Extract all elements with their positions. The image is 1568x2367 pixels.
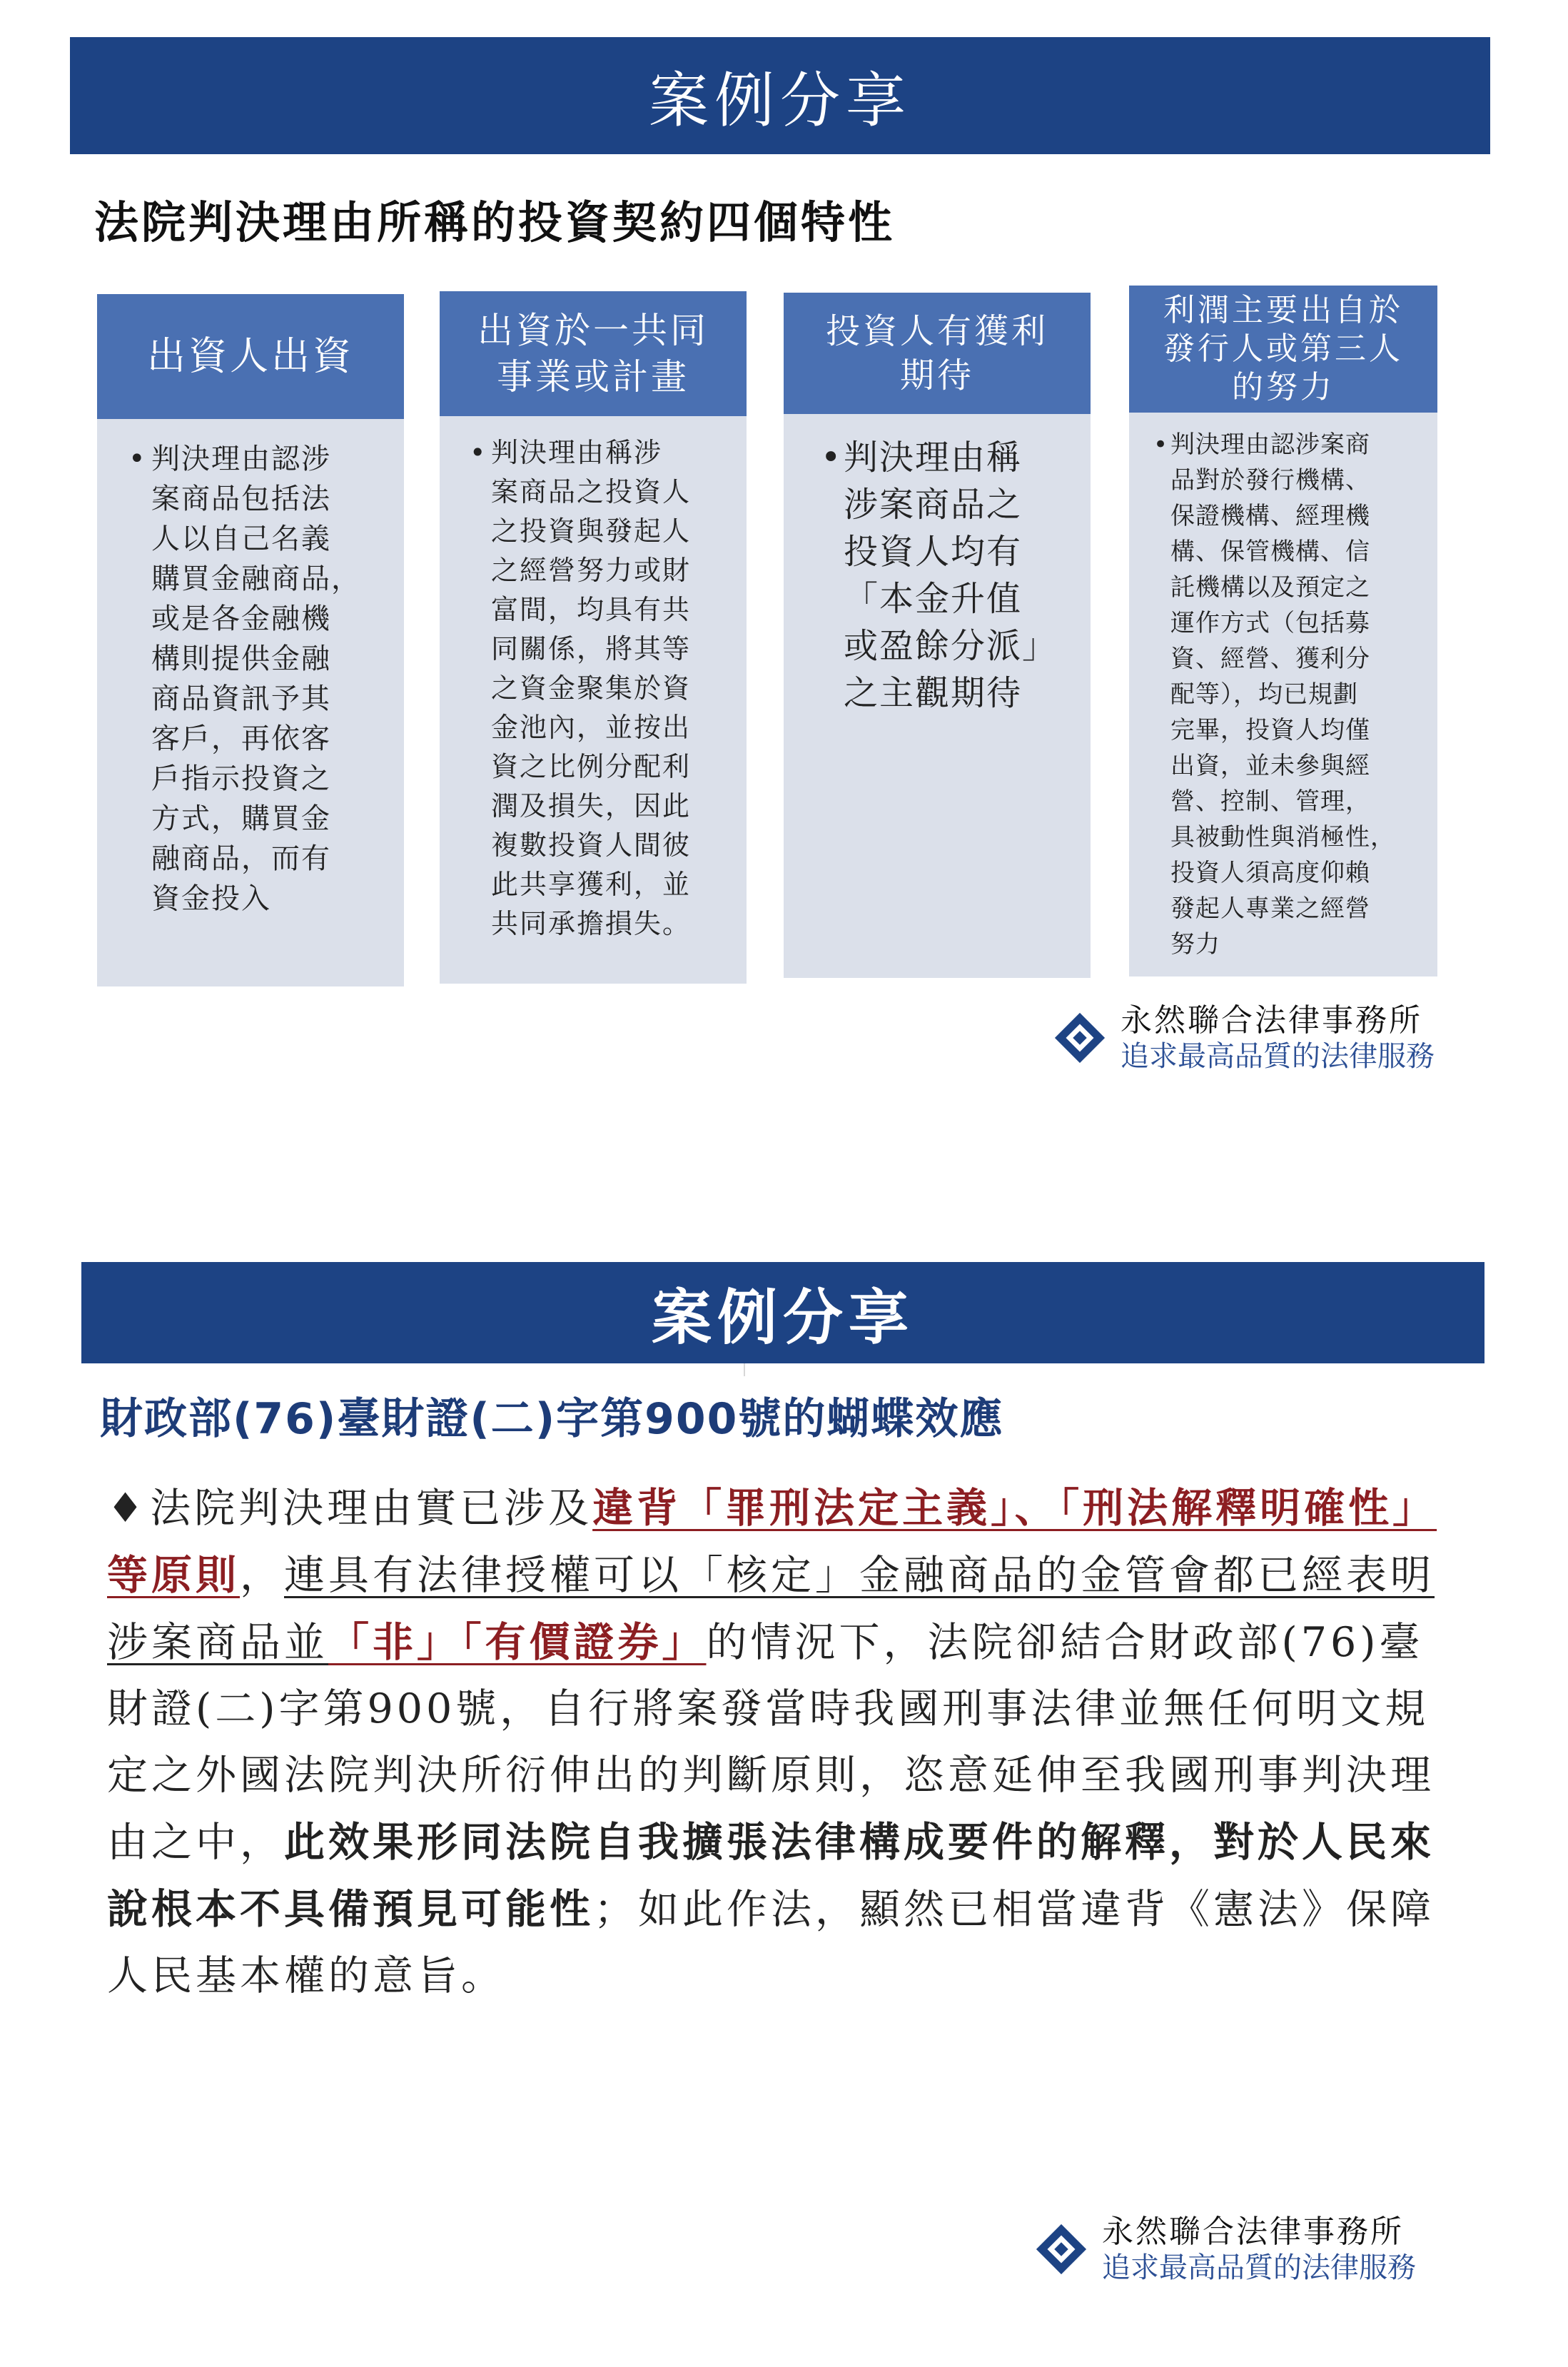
- firm-name: 永然聯合法律事務所: [1102, 2214, 1404, 2250]
- para-underlined: 連具有法律授權可以「核定」金融商品的金管會都已經表明涉案商品並: [107, 1552, 1435, 1666]
- feature-card-title: 出資人出資: [97, 294, 404, 419]
- para-segment: 的情況下，法院卻結合財政部(76)臺財證(二)字第900號，自行將案發當時我國刑事法律並無任何明文規定之外國法院判決所衍伸出的判斷原則，恣意延伸至我國刑事判決理由之中，: [107, 1619, 1435, 1866]
- feature-card-text: 判決理由認涉 案商品包括法 人以自己名義 購買金融商品， 或是各金融機 構則提供金融 商品資訊予其 客戶，再依客 戶指示投資之 方式，購買金 融商品，而有 資金投入: [151, 443, 361, 915]
- page1-subtitle: 法院判決理由所稱的投資契約四個特性: [94, 196, 896, 248]
- feature-card-2: [440, 291, 747, 984]
- feature-card-text: 判決理由稱 涉案商品之 投資人均有 「本金升值 或盈餘分派」 之主觀期待: [844, 438, 1058, 713]
- feature-card-text: 判決理由認涉案商 品對於發行機構、 保證機構、經理機 構、保管機構、信 託機構以及預定之 運作方式（包括募 資、經營、獲利分 配等），均已規劃 完畢，投資人均僅 出資，並未參與經 營、控制、管理， 具被動性與消極性， 投資人須高度仰賴 發起人專業之經營 努力: [1170, 430, 1395, 959]
- firm-logo-icon: [1033, 2221, 1089, 2277]
- para-emphasis-red: 「非」「有價證券」: [328, 1618, 707, 1666]
- feature-card-body: [784, 414, 1091, 978]
- bullet-icon: •: [470, 437, 487, 468]
- feature-card-4: [1129, 286, 1437, 976]
- feature-card-title: 出資於一共同 事業或計畫: [440, 291, 747, 416]
- para-emphasis-red: 違背「罪刑法定主義」、「刑法解釋明確性」等原則: [107, 1484, 1437, 1599]
- page2-paragraph: [107, 1475, 1449, 2009]
- page1-banner-title: 案例分享: [648, 65, 911, 136]
- page2-subtitle: 財政部(76)臺財證(二)字第900號的蝴蝶效應: [100, 1394, 1004, 1444]
- diamond-bullet-icon: ♦: [107, 1485, 148, 1532]
- para-segment: 法院判決理由實已涉及: [150, 1485, 593, 1532]
- firm-slogan: 追求最高品質的法律服務: [1102, 2251, 1416, 2284]
- firm-signature: [1033, 2214, 1416, 2285]
- para-bold: 此效果形同法院自我擴張法律構成要件的解釋，對於人民來說根本不具備預見可能性: [107, 1818, 1435, 1933]
- feature-card-title: 利潤主要出自於 發行人或第三人 的努力: [1129, 286, 1437, 413]
- firm-name: 永然聯合法律事務所: [1121, 1002, 1422, 1039]
- feature-card-3: [784, 293, 1091, 978]
- page1-banner: [70, 37, 1490, 154]
- feature-card-body: [97, 419, 404, 986]
- feature-card-body: [440, 416, 747, 984]
- page2-banner: [81, 1262, 1484, 1363]
- bullet-icon: •: [1153, 430, 1169, 459]
- feature-card-title: 投資人有獲利 期待: [784, 293, 1091, 414]
- para-segment: ，: [240, 1552, 284, 1599]
- feature-card-body: [1129, 413, 1437, 976]
- firm-logo-icon: [1052, 1010, 1108, 1066]
- page2-banner-title: 案例分享: [651, 1281, 914, 1353]
- para-segment: ；如此作法，顯然已相當違背《憲法》保障人民基本權的意旨。: [107, 1886, 1435, 1999]
- feature-card-text: 判決理由稱涉 案商品之投資人 之投資與發起人 之經營努力或財 富間，均具有共 同關係，將其等 之資金聚集於資 金池內，並按出 資之比例分配利 潤及損失，因此 複數投資人間彼 此共享獲利，並 共同承擔損失。: [491, 437, 692, 939]
- bullet-icon: •: [128, 443, 147, 475]
- firm-slogan: 追求最高品質的法律服務: [1121, 1039, 1435, 1073]
- firm-signature: [1052, 1003, 1435, 1074]
- bullet-icon: •: [821, 438, 843, 478]
- feature-card-1: [97, 294, 404, 986]
